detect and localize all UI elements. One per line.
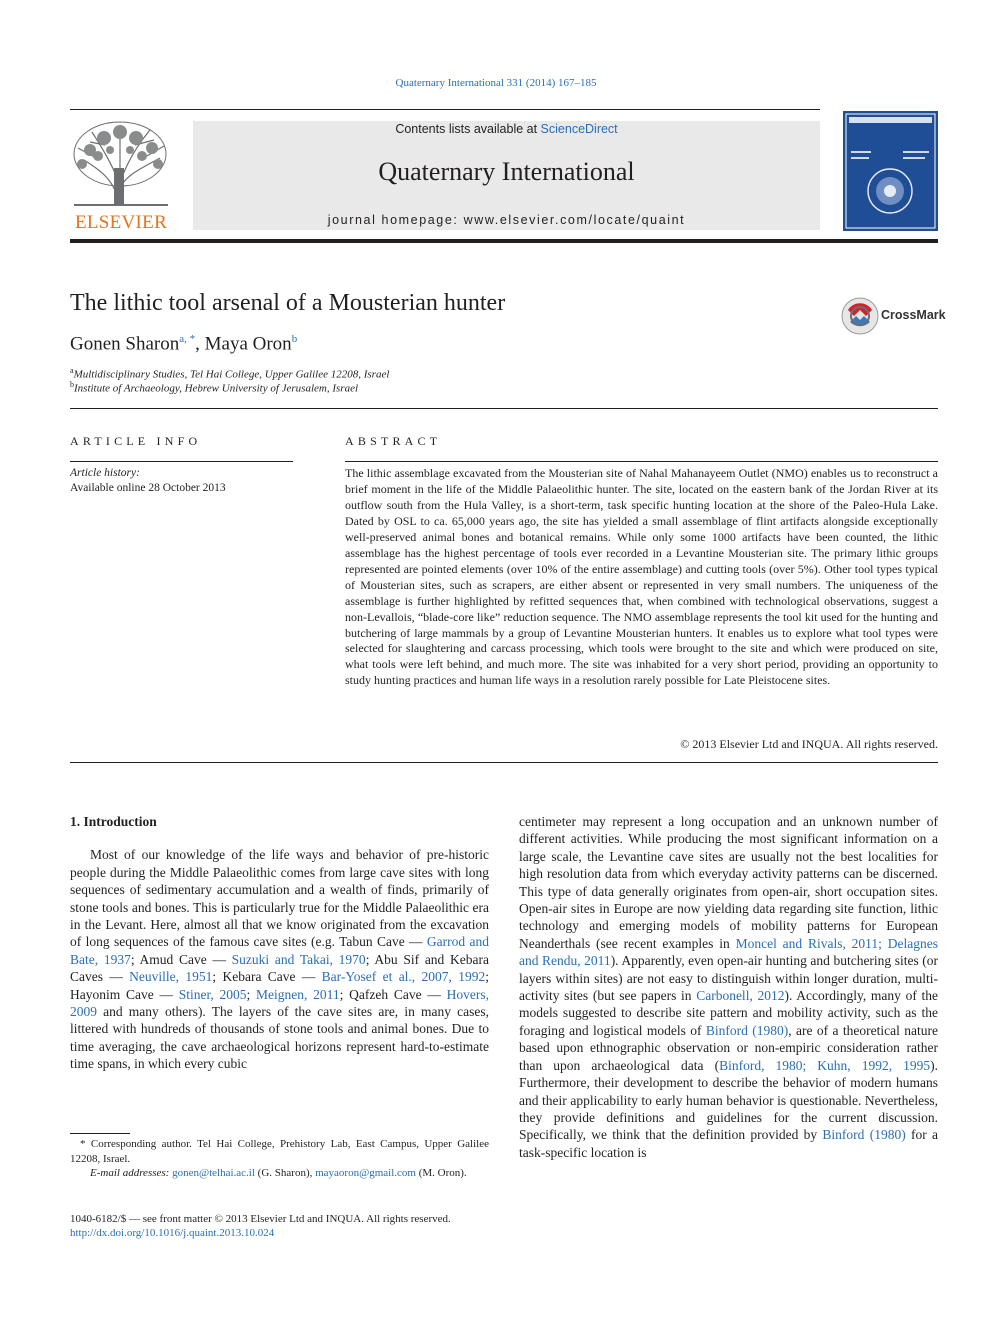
homepage-prefix: journal homepage: — [327, 213, 464, 227]
journal-reference[interactable]: Quaternary International 331 (2014) 167–185 — [395, 77, 597, 89]
abstract-rule — [345, 461, 938, 462]
history-label: Article history: — [70, 467, 140, 479]
citation-link[interactable]: Hovers, 2009 — [70, 986, 489, 1020]
email-link[interactable]: gonen@telhai.ac.il — [172, 1167, 255, 1179]
journal-homepage — [193, 213, 820, 227]
author-name: Gonen Sharon — [70, 333, 180, 355]
affiliation-text: Institute of Archaeology, Hebrew University of Jerusalem, Israel — [74, 382, 359, 395]
citation-link[interactable]: Bar-Yosef et al., 2007, 1992 — [321, 969, 486, 985]
contents-prefix: Contents lists available at — [395, 122, 541, 136]
sciencedirect-link[interactable]: ScienceDirect — [540, 122, 618, 136]
email-owner: (M. Oron). — [415, 1167, 467, 1179]
journal-title: Quaternary International — [378, 157, 635, 186]
cover-icon — [843, 111, 938, 231]
affiliation-marker: a — [70, 366, 74, 375]
citation-link[interactable]: Suzuki and Takai, 1970 — [231, 951, 366, 967]
email-link[interactable]: mayaoron@gmail.com — [315, 1167, 416, 1179]
citation-link[interactable]: Stiner, 2005 — [178, 986, 247, 1002]
citation-link[interactable]: Binford, 1980; Kuhn, 1992, 1995 — [719, 1057, 931, 1073]
paragraph — [70, 846, 489, 1072]
email-label: E-mail addresses: — [90, 1167, 170, 1179]
body-column-left — [70, 813, 489, 1073]
paragraph-text: ; Qafzeh Cave — — [339, 986, 447, 1002]
history-value: Available online 28 October 2013 — [70, 482, 226, 494]
corresponding-author-footnote — [70, 1137, 489, 1181]
paragraph-text: and many others). The layers of the cave sites are, in many cases, littered with hundreds of thousands of stone tools and animal bones. Due to time averaging, the cave archaeological horizons represent hard-to-estimate time spans, in which every cubic — [70, 1004, 489, 1072]
header-rule — [70, 109, 820, 110]
citation-link[interactable]: Neuville, 1951 — [129, 969, 213, 985]
article-info-heading: ARTICLE INFO — [70, 434, 202, 448]
paragraph — [519, 813, 938, 1161]
affiliation-text: Multidisciplinary Studies, Tel Hai College, Upper Galilee 12208, Israel — [73, 368, 390, 381]
doi-link[interactable]: http://dx.doi.org/10.1016/j.quaint.2013.10.024 — [70, 1227, 275, 1239]
section-divider — [70, 408, 938, 409]
paragraph-text: centimeter may represent a long occupation and an unknown number of different activities. While producing the most significant information on a large scale, the Levantine cave sites are usually not the best localities for high resolution data from which everyday activity patterns can be discerned. This type of data generally originates from open-air, short occupation sites. Open-air sites in Europe are now yielding data regarding site function, lithic technology and emerging models of mobility patterns for European Neanderthals (see recent examples in — [519, 814, 938, 951]
author-affiliation-marker[interactable]: b — [291, 333, 298, 345]
elsevier-logo — [70, 120, 172, 232]
citation-link[interactable]: Carbonell, 2012 — [696, 988, 785, 1004]
journal-banner — [193, 121, 820, 230]
front-matter — [70, 1212, 451, 1240]
author-affiliation-marker[interactable]: a, * — [179, 333, 196, 345]
body-column-right — [519, 813, 938, 1161]
paragraph-text: ; Hayonim Cave — — [70, 969, 489, 1002]
paragraph-text: ; Abu Sif and Kebara Caves — — [70, 951, 489, 985]
footnote-star: * — [80, 1138, 86, 1150]
homepage-url-link[interactable]: www.elsevier.com/locate/quaint — [463, 213, 686, 227]
affiliation-a — [70, 366, 389, 381]
author-name: Maya Oron — [204, 333, 292, 355]
paragraph-text: ; Amud Cave — — [130, 951, 232, 967]
abstract-text: The lithic assemblage excavated from the Mousterian site of Nahal Mahanayeem Outlet (NMO) enables us to reconstruct a brief moment in the life of the Middle Palaeolithic hunter. The site, located on the eastern bank of the Jordan River at its outflow south from the Hula Valley, is a short-term, task specific hunting location at the shore of the Paleo-Hula Lake. Dated by OSL to ca. 65,000 years ago, the site has yielded a small assemblage of flint artifacts alongside exceptionally well-preserved animal bones and botanical remains. While only some 1000 artifacts have been counted, the lithic assemblage has the highest percentage of tools ever recorded in a Levantine Mousterian site. The primary lithic groups represented are pointed elements (over 10% of the entire assemblage) and cutting tools (over 5%). Other tool types typical of Mousterian sites, such as scrapers, are either absent or represented in very small numbers. The uniqueness of the assemblage is further highlighted by refitted sequences that, when combined with technological observations, suggest a non-Levallois, “blade-core like” reduction sequence. The NMO assemblage represents the tool kit used for the hunting and butchering of large mammals by a group of Levantine Mousterian hunters. It enables us to explore what tool types were selected for slaughtering and carcass processing, which tools were brought to the site and which were produced on site, what tools were left behind, and much more. The site was inhabited for a very short period, providing an opportunity to study hunting practices and human life ways in a resolution rarely possible for Late Pleistocene sites. — [345, 466, 938, 688]
publisher-name: ELSEVIER — [74, 212, 168, 233]
contents-line — [193, 122, 820, 136]
footnote-text: Corresponding author. Tel Hai College, Prehistory Lab, East Campus, Upper Galilee 12208, Israel. — [70, 1138, 489, 1165]
author-separator: , — [195, 333, 205, 355]
crossmark-button[interactable] — [840, 296, 946, 336]
paragraph-text: Most of our knowledge of the life ways and behavior of pre-historic people during the Middle Palaeolithic comes from large cave sites with long sequences of sedimentary accumulation and a wealth of finds, primarily of stone tools and bones. This is particularly true for the Middle Palaeolithic era in the Levant. Here, almost all that we know originated from the excavation of long sequences of the famous cave sites (e.g. Tabun Cave — — [70, 847, 489, 950]
citation-link[interactable]: Binford (1980) — [822, 1127, 906, 1143]
paragraph-text: for a task-specific location is — [519, 1127, 938, 1160]
citation-link[interactable]: Garrod and Bate, 1937 — [70, 934, 489, 967]
author-list — [70, 333, 297, 355]
masthead-rule — [70, 239, 938, 243]
paragraph-text: ; — [246, 986, 257, 1002]
crossmark-label: CrossMark — [881, 308, 946, 322]
article-title: The lithic tool arsenal of a Mousterian hunter — [70, 290, 506, 316]
crossmark-icon — [840, 296, 880, 336]
citation-link[interactable]: Meignen, 2011 — [256, 986, 340, 1002]
section-heading: 1. Introduction — [70, 814, 157, 829]
footnote-corresponding — [70, 1137, 489, 1166]
footnote-emails — [70, 1166, 489, 1181]
email-owner: (G. Sharon), — [254, 1167, 316, 1179]
paragraph-text: , are of a theoretical nature based upon ethnographic observation or non-empiric consideration rather than upon archaeological data ( — [519, 1022, 938, 1073]
journal-cover-image — [843, 111, 938, 231]
section-divider — [70, 762, 938, 763]
affiliation-marker: b — [70, 380, 74, 389]
article-history — [70, 466, 226, 496]
citation-link[interactable]: Moncel and Rivals, 2011; Delagnes and Rendu, 2011 — [519, 935, 938, 969]
affiliation-b — [70, 380, 358, 395]
info-rule — [70, 461, 293, 462]
abstract-heading: ABSTRACT — [345, 434, 442, 448]
abstract-copyright: © 2013 Elsevier Ltd and INQUA. All rights reserved. — [680, 737, 938, 751]
paragraph-text: ). Accordingly, many of the models suggested to describe site pattern and mobility activity, such as the foraging and logistical models of — [519, 988, 938, 1038]
footnote-rule — [70, 1133, 130, 1134]
paragraph-text: ). Apparently, even open-air hunting and butchering sites (or layers within sites) are not easy to distinguish within longer duration, multi-activity sites (but see papers in — [519, 953, 938, 1004]
issn-line: 1040-6182/$ — see front matter © 2013 Elsevier Ltd and INQUA. All rights reserved. — [70, 1213, 451, 1225]
paragraph-text: ; Kebara Cave — — [212, 969, 322, 985]
citation-link[interactable]: Binford (1980) — [705, 1022, 789, 1038]
paragraph-text: ). Furthermore, their development to describe the behavior of modern humans and their applicability to early human behavior is questionable. Nevertheless, they provide definitions and guidelines for the current discussion. Specifically, we think that the definition provided by — [519, 1057, 938, 1143]
